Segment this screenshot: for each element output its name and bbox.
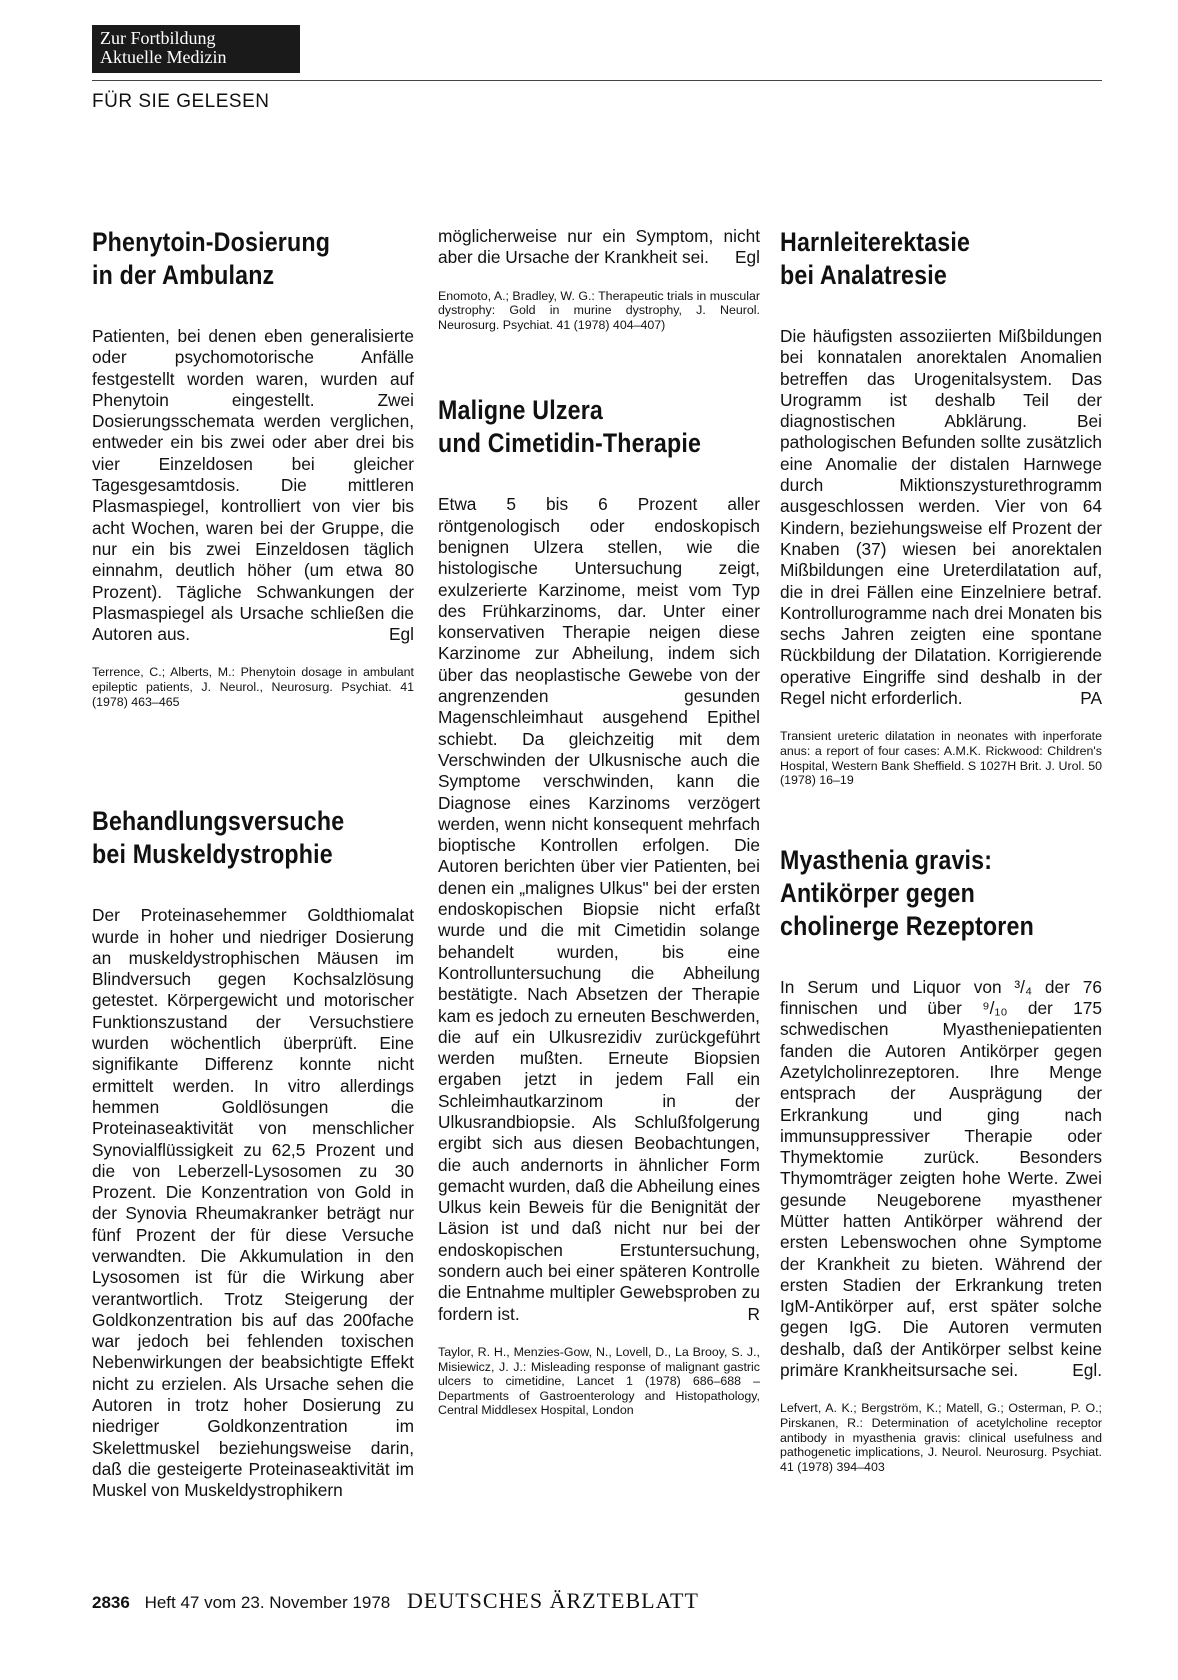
spacer [780,788,1102,844]
article-body [780,977,1102,1382]
title-line: Maligne Ulzera [438,395,603,426]
article-title [780,226,1102,292]
spacer [92,709,414,805]
article-reference: Taylor, R. H., Menzies-Gow, N., Lovell, D., La Brooy, S. J., Misiewicz, J. J.: Misleading response of malignant gastric ulcers to cimetidine, Lancet 1 (1978) 686–688 – Departments of Gastroenterology and Histopathology, Central Middlesex Hospital, London [438,1344,760,1418]
body-text: Die häufigsten assoziierten Mißbildungen bei konnatalen anorektalen Anomalien betreffen das Urogenitalsystem. Das Urogramm ist deshalb Teil der diagnostischen Abklärung. Bei pathologischen Befunden sollte zusätzlich eine Anomalie der distalen Harnwege durch Miktionszysturethrogramm ausgeschlossen werden. Vier von 64 Kindern, beziehungsweise elf Prozent der Knaben (37) wiesen bei anorektalen Mißbildungen eine Ureterdilatation auf, die in drei Fällen eine Einzelniere betraf. Kontrollurogramme nach drei Monaten bis sechs Jahren zeigten eine spontane Rückbildung der Dilatation. Korrigierende operative Eingriffe sind deshalb in der Regel nicht erforderlich. [780,326,1102,709]
article-ulzera [438,394,760,1418]
badge-line-1: Zur Fortbildung [100,28,216,48]
article-reference: Enomoto, A.; Bradley, W. G.: Therapeutic trials in muscular dystrophy: Gold in murine dystrophy, J. Neurol. Neurosurg. Psychiat. 41 (1978) 404–407) [438,288,760,332]
title-line: Antikörper gegen [780,877,975,908]
article-title [92,805,414,871]
article-title [780,844,1102,943]
author-sign: Egl [735,247,760,268]
article-myasthenia [780,844,1102,1475]
title-line: Myasthenia gravis: [780,844,993,875]
article-harnleiterektasie [780,226,1102,788]
header-rule [92,80,1102,81]
column-2 [438,226,760,1418]
article-body [780,326,1102,709]
issue-info: Heft 47 vom 23. November 1978 [144,1593,391,1612]
body-text: Etwa 5 bis 6 Prozent aller röntgenologisch oder endoskopisch benignen Ulzera stellen, wie die histologische Untersuchung zeigt, exulzerierte Karzinome, meist vom Typ des Frühkarzinoms, dar. Unter einer konservativen Therapie neigen diese Karzinome zur Abheilung, indem sich über das neoplastische Gewebe von der angrenzenden gesunden Magenschleimhaut ausgehend Epithel schiebt. Da gleichzeitig mit dem Verschwinden der Ulkusnische auch die Symptome verschwinden, kann die Diagnose eines Karzinoms verzögert werden, wenn nicht konsequent mehrfach bioptische Kontrollen erfolgen. Die Autoren berichten über vier Patienten, bei denen ein „malignes Ulkus" bei der ersten endoskopischen Biopsie nicht erfaßt wurde und die mit Cimetidin solange behandelt wurden, bis eine Kontrolluntersuchung die Abheilung bestätigte. Nach Absetzen der Therapie kam es jedoch zu erneuten Beschwerden, die auf ein Ulkusrezidiv zurückgeführt werden mußten. Erneute Biopsien ergaben jetzt in jedem Fall ein Schleimhautkarzinom in der Ulkusrandbiopsie. Als Schlußfolgerung ergibt sich aus diesen Beobachtungen, die auch andernorts in ähnlicher Form gemacht wurden, daß die Abheilung eines Ulkus kein Beweis für die Benignität der Läsion ist und daß nicht nur bei der endoskopischen Erstuntersuchung, sondern auch bei einer späteren Kontrolle die Entnahme multipler Gewebsproben zu fordern ist. [438,494,760,1324]
article-body [92,326,414,645]
title-line: bei Muskeldystrophie [92,839,333,870]
spacer [438,332,760,394]
article-reference: Lefvert, A. K.; Bergström, K.; Matell, G.; Osterman, P. O.; Pirskanen, R.: Determination of acetylcholine receptor antibody in myasthenia gravis: clinical usefulness and pathogenetic implications, J. Neurol. Neurosurg. Psychiat. 41 (1978) 394–403 [780,1401,1102,1474]
body-text: möglicherweise nur ein Symptom, nicht aber die Ursache der Krankheit sei. [438,226,760,268]
title-line: Phenytoin-Dosierung [92,227,331,257]
page-footer [92,1588,699,1614]
column-1 [92,226,414,1502]
column-3 [780,226,1102,1474]
title-line: bei Analatresie [780,260,947,290]
section-badge [92,25,300,73]
title-line: Behandlungsversuche [92,806,345,837]
article-muskeldystrophie [92,805,414,1501]
article-reference: Terrence, C.; Alberts, M.: Phenytoin dosage in ambulant epileptic patients, J. Neurol., Neurosurg. Psychiat. 41 (1978) 463–465 [92,665,414,709]
article-body: Der Proteinasehemmer Goldthiomalat wurde in hoher und niedriger Dosierung an muskeldystrophischen Mäusen im Blindversuch gegen Kochsalzlösung getestet. Körpergewicht und motorischer Funktionszustand der Versuchstiere wurden wöchentlich überprüft. Eine signifikante Differenz konnte nicht ermittelt werden. In vitro allerdings hemmen Goldlösungen die Proteinaseaktivität von menschlicher Synovialflüssigkeit zu 62,5 Prozent und die von Leberzell-Lysosomen zu 30 Prozent. Die Konzentration von Gold in der Synovia Rheumakranker beträgt nur fünf Prozent der für diese Versuche verwandten. Die Akkumulation in den Lysosomen ist für die Wirkung aber verantwortlich. Trotz Steigerung der Goldkonzentration bis auf das 200fache war jedoch bei fehlenden toxischen Nebenwirkungen der beabsichtigte Effekt nicht zu erzielen. Als Ursache sehen die Autoren in trotz hoher Dosierung zu niedriger Goldkonzentration im Skelettmuskel beziehungsweise darin, daß die gesteigerte Proteinaseaktivität im Muskel von Muskeldystrophikern [92,905,414,1501]
body-text: In Serum und Liquor von ³/₄ der 76 finnischen und über ⁹/₁₀ der 175 schwedischen Myastheniepatienten fanden die Autoren Antikörper gegen Azetylcholinrezeptoren. Ihre Menge entsprach der Ausprägung der Erkrankung und ging nach immunsuppressiver Therapie oder Thymektomie zurück. Besonders Thymomträger zeigten hohe Werte. Zwei gesunde Neugeborene myasthener Mütter hatten Antikörper während der ersten Lebenswochen ohne Symptome der Krankheit zu bieten. Während der ersten Stadien der Erkrankung treten IgM-Antikörper auf, erst später solche gegen IgG. Die Autoren vermuten deshalb, daß der Antikörper selbst keine primäre Krankheitsursache sei. [780,976,1102,1381]
article-reference: Transient ureteric dilatation in neonates with inperforate anus: a report of four cases: A.M.K. Rickwood: Children's Hospital, Western Bank Sheffield. S 1027H Brit. J. Urol. 50 (1978) 16–19 [780,729,1102,788]
badge-line-2: Aktuelle Medizin [100,47,227,67]
article-body-continued [438,226,760,269]
title-line: cholinerge Rezeptoren [780,910,1034,941]
article-phenytoin [92,226,414,709]
author-sign: PA [1080,688,1102,709]
article-body [438,494,760,1325]
title-line: und Cimetidin-Therapie [438,428,702,459]
page-number: 2836 [92,1593,130,1612]
author-sign: Egl. [1072,1360,1102,1381]
body-text: Patienten, bei denen eben generalisierte oder psychomotorische Anfälle festgestellt worden waren, wurden auf Phenytoin eingestellt. Zwei Dosierungsschemata werden verglichen, entweder ein bis zwei oder aber drei bis vier Einzeldosen bei gleicher Tagesgesamtdosis. Die mittleren Plasmaspiegel, kontrolliert von vier bis acht Wochen, waren bei der Gruppe, die nur ein bis zwei Einzeldosen täglich einnahm, deutlich höher (um etwa 80 Prozent). Tägliche Schwankungen der Plasmaspiegel als Ursache schließen die Autoren aus. [92,326,414,645]
magazine-name: DEUTSCHES ÄRZTEBLATT [406,1588,699,1613]
section-label: FÜR SIE GELESEN [92,91,270,112]
title-line: Harnleiterektasie [780,227,971,257]
article-title [92,226,414,292]
author-sign: R [747,1303,760,1324]
article-title [438,394,760,460]
title-line: in der Ambulanz [92,260,275,290]
author-sign: Egl [389,624,414,645]
